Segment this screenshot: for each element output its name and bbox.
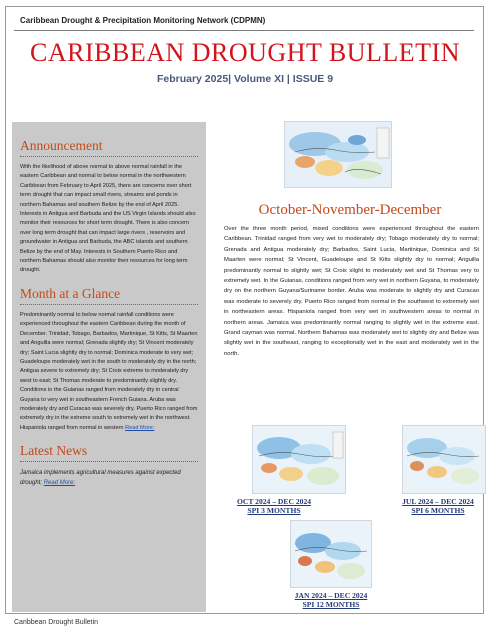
month-text: Predominantly normal to below normal rainfall conditions were experienced throughout the eastern Caribbean during the month of December. Trinidad, Tobago, Barbados, Martinique, St Kitts, St Maarten and Anguilla were normal; Grenada slightly dry; St Vincent moderately dry; Saint Lucia slightly dry to normal; Dominica moderate to very wet; Guadeloupe moderately wet in the south to moderately dry in the north; Antigua severe to extremely dry; St Croix extreme to moderately dry west to east; St Thomas moderate to predominantly slightly dry. Conditions in the Guianas ranged from moderately dry in central Guyana to very wet in southeastern French Guiana. Aruba was moderately dry and Curacao was severely dry. Puerto Rico ranged from extremely dry in the extreme south to extremely wet in the northwest. Hispaniola ranged from normal in western bbox=[20, 311, 198, 431]
month-at-a-glance-heading: Month at a Glance bbox=[20, 285, 121, 301]
news-read-more-link[interactable]: Read More: bbox=[43, 480, 76, 487]
spi12-map bbox=[290, 520, 372, 588]
spi3-map bbox=[252, 425, 346, 494]
spi12-caption-period: JAN 2024 – DEC 2024 bbox=[294, 591, 368, 600]
news-text: Jamaica implements agricultural measures against expected drought; bbox=[20, 470, 181, 487]
header-divider bbox=[14, 30, 474, 31]
spi3-caption-period: OCT 2024 – DEC 2024 bbox=[236, 497, 312, 506]
footer-text: Caribbean Drought Bulletin bbox=[14, 619, 99, 626]
spi3-caption bbox=[214, 497, 334, 515]
spi3-caption-label: SPI 3 MONTHS bbox=[247, 506, 301, 515]
month-read-more-link[interactable]: Read More: bbox=[125, 424, 155, 431]
news-item bbox=[18, 468, 200, 488]
spi3-map-graphic bbox=[253, 426, 346, 494]
spi12-map-graphic bbox=[291, 521, 372, 588]
spi6-caption-period: JUL 2024 – DEC 2024 bbox=[402, 497, 474, 506]
spi12-caption-label: SPI 12 MONTHS bbox=[302, 600, 360, 609]
month-divider bbox=[20, 304, 198, 305]
issue-line: February 2025| Volume XI | ISSUE 9 bbox=[156, 73, 334, 85]
main-body-text: Over the three month period, mixed conditions were experienced throughout the eastern Caribbean. Trinidad ranged from very wet to moderately dry; Tobago moderately dry to normal; Grenada and Antigua moderately dry; Barbados, Saint Lucia, Martinique, Dominica and St Maarten were normal; St Vincent, Guadeloupe and St Kitts slightly dry to normal; Anguilla predominantly normal to slightly wet; St Croix slight to moderately wet and St Thomas very to extremely wet. In the Guianas, conditions ranged from very wet in northern Guyana, to moderately dry on the northern Guyana/Suriname border. Aruba was moderate to slightly dry and Curacao was moderate to severely dry. Puerto Rico ranged from normal in the southwest to extremely wet in northeastern areas. Hispaniola ranged from very wet in southwestern areas to normal in northern areas. Jamaica was predominantly normal ranging to slightly wet in the extreme east. Grand cayman was normal. Northern Bahamas was moderately wet to slightly dry and Belize was slightly wet in the southeast, ranging to exceptionally wet in the east and moderately wet in the north. bbox=[224, 226, 479, 357]
top-precipitation-map bbox=[284, 121, 392, 188]
sidebar bbox=[12, 122, 206, 612]
spi6-caption bbox=[388, 497, 488, 515]
bulletin-title: CARIBBEAN DROUGHT BULLETIN bbox=[30, 38, 460, 67]
section-title: October-November-December bbox=[258, 202, 442, 218]
spi6-map-graphic bbox=[403, 426, 486, 494]
latest-news-heading: Latest News bbox=[20, 443, 88, 459]
top-map-graphic bbox=[285, 122, 392, 188]
spi6-map bbox=[402, 425, 486, 494]
spi6-caption-label: SPI 6 MONTHS bbox=[411, 506, 465, 515]
spi12-caption bbox=[276, 591, 386, 609]
network-name: Caribbean Drought & Precipitation Monitoring Network (CDPMN) bbox=[20, 16, 266, 25]
news-divider bbox=[20, 461, 198, 462]
month-text-block bbox=[18, 311, 200, 433]
announcement-divider bbox=[20, 156, 198, 157]
announcement-text: With the likelihood of above normal to above normal rainfall in the eastern Caribbean and normal to below normal in the northwestern Caribbean from February to April 2025, there are concerns over short term drought that can impact small rivers, streams and ponds in northern Bahamas and southern Belize by the end of April 2025. Interests in Antigua and Barbuda and the US Virgin Islands should also monitor their resources for short term drought. There is also concern over long term drought that can impact large rivers , reservoirs and groundwater in Antigua and Barbuda, the ABC islands and southern Belize by the end of May. Interests in Southern Puerto Rico and northern Bahamas should also monitor their resources for long term drought. bbox=[20, 164, 196, 274]
announcement-heading: Announcement bbox=[20, 138, 103, 153]
